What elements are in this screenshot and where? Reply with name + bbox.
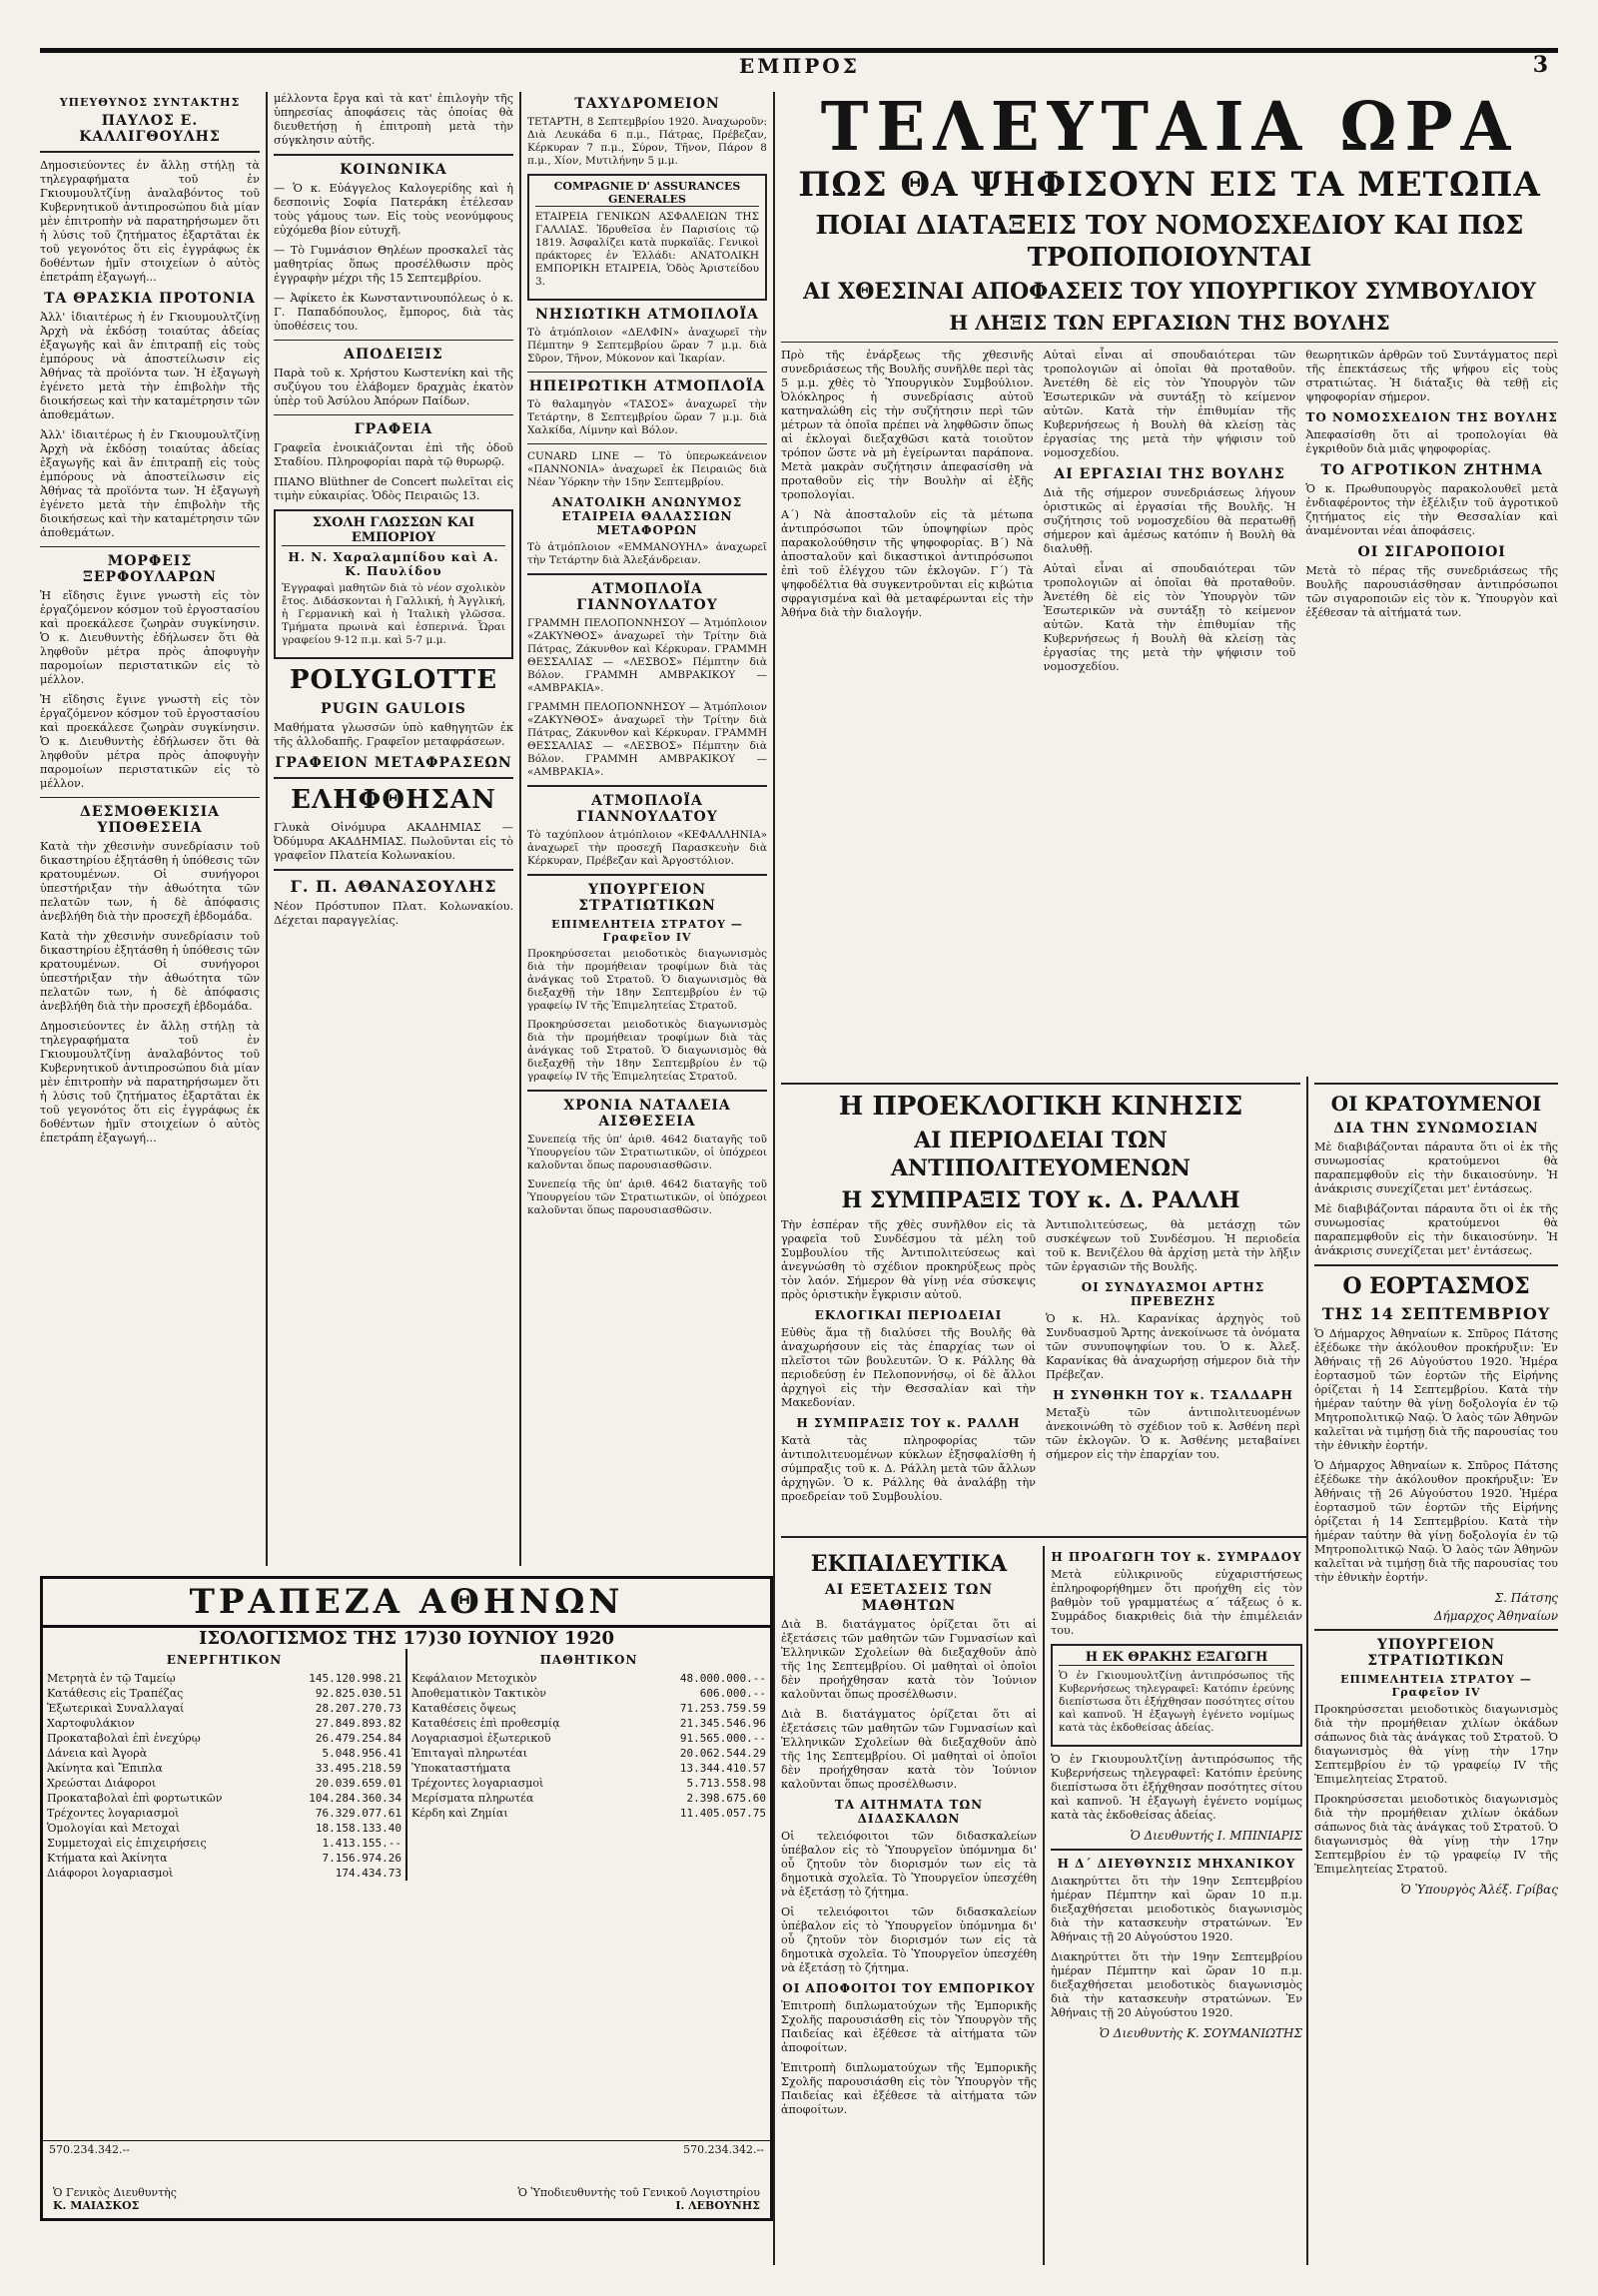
social-item: — Ὁ κ. Εὐάγγελος Καλογερίδης καὶ ἡ δεσποινὶς Σοφία Πατεράκη ἐτέλεσαν τοὺς γάμους των. Εἰς τοὺς νεονύμφους εὐχόμεθα βίον εὐτυχῆ.	[274, 182, 513, 237]
article-text: Οἱ τελειόφοιτοι τῶν διδασκαλείων ὑπέβαλον εἰς τὸ Ὑπουργεῖον ὑπόμνημα δι' οὗ ζητοῦν τὸν διορισμόν των εἰς τὰ δημοτικὰ σχολεῖα. Τὸ Ὑπουργεῖον ὑπεσχέθη νὰ ἐξετάσῃ τὸ ζήτημα.	[781, 1906, 1037, 1974]
liabilities-amount: 91.565.000.--	[679, 1732, 766, 1745]
divider	[527, 785, 767, 787]
bank-columns	[43, 1649, 770, 1881]
athan-title: Γ. Π. ΑΘΑΝΑΣΟΥΛΗΣ	[290, 877, 497, 896]
bank-totals	[43, 2140, 770, 2158]
article-text: Κατὰ τὴν χθεσινὴν συνεδρίασιν τοῦ δικαστηρίου ἐξητάσθη ἡ ὑπόθεσις τῶν κρατουμένων. Οἱ συνήγοροι ὑπεστήριξαν τὴν ἀθωότητα τῶν πελατῶν των, ἡ δὲ ἀπόφασις ἀνεβλήθη διὰ τὴν προσεχῆ ἑβδομάδα.	[40, 840, 260, 923]
social-item: — Ἀφίκετο ἐκ Κωνσταντινουπόλεως ὁ κ. Γ. Παπαδόπουλος, ἔμπορος, διὰ τὰς ὑποθέσεις του.	[274, 292, 513, 333]
insurance-title: COMPAGNIE D' ASSURANCES GENERALES	[535, 180, 759, 207]
assets-amount: 7.156.974.26	[322, 1852, 401, 1865]
assets-label: Κατάθεσις εἰς Τραπέζας	[47, 1687, 184, 1700]
lead-col-a	[781, 349, 1034, 680]
liabilities-amount: 11.405.057.75	[679, 1807, 766, 1820]
liabilities-amount: 5.713.558.98	[686, 1777, 766, 1790]
total-liabilities: 570.234.342.--	[683, 2143, 764, 2156]
assets-label: Διάφοροι λογαριασμοὶ	[47, 1867, 174, 1880]
article-text: Ὁ κ. Πρωθυπουργὸς παρακολουθεῖ μετὰ ἐνδιαφέροντος τὴν ἐξέλιξιν τοῦ ἀγροτικοῦ ζητήματος εἰς τὴν Θεσσαλίαν καὶ ἀναμένονται νέαι ἀποφάσεις.	[1305, 482, 1558, 537]
article-text: Μετὰ τὸ πέρας τῆς συνεδριάσεως τῆς Βουλῆς παρουσιάσθησαν ἀντιπρόσωποι τῶν σιγαροποιῶν εἰς τὸν κ. Ὑπουργὸν καὶ ἐξέθεσαν τὰ αἰτήματά των.	[1305, 564, 1558, 619]
article-text: Μὲ διαβιβάζονται πάραυτα ὅτι οἱ ἐκ τῆς συνωμοσίας κρατούμενοι θὰ παραπεμφθοῦν εἰς τὴν δικαιοσύνην. Ἡ ἀνάκρισις συνεχίζεται μετ' ἐντάσεως.	[1314, 1202, 1558, 1257]
column-rule	[1043, 1546, 1045, 2265]
post-text: ΤΕΤΑΡΤΗ, 8 Σεπτεμβρίου 1920. Ἀναχωροῦν: Διὰ Λευκάδα 6 π.μ., Πάτρας, Πρέβεζαν, Κέρκυραν 7 π.μ., Σύρον, Τῆνον, Πάρον 8 π.μ., Χίον, Μυτιλήνην 5 μ.μ.	[527, 116, 767, 167]
insurance-text: ΕΤΑΙΡΕΙΑ ΓΕΝΙΚΩΝ ΑΣΦΑΛΕΙΩΝ ΤΗΣ ΓΑΛΛΙΑΣ. Ἱδρυθεῖσα ἐν Παρισίοις τῷ 1819. Ἀσφαλίζει κατὰ πυρκαϊᾶς. Γενικοὶ πράκτορες ἐν Ἑλλάδι: ΑΝΑΤΟΛΙΚΗ ΕΜΠΟΡΙΚΗ ΕΤΑΙΡΕΙΑ, Ὁδὸς Ἀριστείδου 3.	[535, 211, 759, 288]
column-1	[40, 92, 260, 1610]
divider	[527, 443, 767, 444]
table-row	[43, 1806, 405, 1821]
ministry-heading: ΥΠΟΥΡΓΕΙΟΝ ΣΤΡΑΤΙΩΤΙΚΩΝ	[1367, 1637, 1505, 1669]
signature-left-name: Κ. ΜΑΙΑΣΚΟΣ	[53, 2199, 140, 2212]
article-heading: ΟΙ ΑΠΟΦΟΙΤΟΙ ΤΟΥ ΕΜΠΟΡΙΚΟΥ	[782, 1981, 1036, 1995]
divider	[40, 797, 260, 798]
article-text: Δημοσιεύοντες ἐν ἄλλῃ στήλῃ τὰ τηλεγραφήματα τοῦ ἐν Γκιουμουλτζίνῃ ἀναλαβόντος τοῦ Κυβερνητικοῦ ἀντιπροσώπου διὰ μίαν μὲν ἐπιτροπὴν νὰ παρατηρήσωμεν ὅτι ἡ λύσις τοῦ ζητήματος ἐξαρτᾶται ἐκ τοῦ γεγονότος ὅτι εἰς ἐγγράφως ἐκ δοθέντων ἡμῖν στοιχείων ὁ αὐτὸς ἐπετράπη ἐξαγωγή...	[40, 159, 260, 284]
assets-amount: 33.495.218.59	[315, 1762, 401, 1775]
headline-main: ΤΕΛΕΥΤΑΙΑ ΩΡΑ	[820, 92, 1519, 167]
education-sub: ΑΙ ΕΞΕΤΑΣΕΙΣ ΤΩΝ ΜΑΘΗΤΩΝ	[824, 1582, 994, 1614]
divider	[1051, 1849, 1302, 1851]
shipping-heading: ΑΤΜΟΠΛΟΪΑ ΓΙΑΝΝΟΥΛΑΤΟΥ	[576, 793, 718, 825]
table-row	[43, 1716, 405, 1731]
assets-amount: 174.434.73	[335, 1867, 401, 1880]
feast-headline: Ο ΕΟΡΤΑΣΜΟΣ	[1342, 1273, 1530, 1299]
table-row	[43, 1821, 405, 1836]
liabilities-label: Καταθέσεις ἐπὶ προθεσμίᾳ	[411, 1717, 560, 1730]
election-columns	[781, 1218, 1300, 1510]
right-column	[1314, 1077, 1558, 2265]
ministry-text: Προκηρύσσεται μειοδοτικὸς διαγωνισμὸς διὰ τὴν προμήθειαν χιλίων ὀκάδων σάπωνος διὰ τὰς ἀνάγκας τοῦ Στρατοῦ. Ὁ διαγωνισμὸς θὰ γίνῃ τὴν 17ην Σεπτεμβρίου ἐν τῷ γραφείῳ IV τῆς Ἐπιμελητείας Στρατοῦ.	[1314, 1793, 1558, 1876]
liabilities-amount: 20.062.544.29	[679, 1747, 766, 1760]
shipping-text: CUNARD LINE — Τὸ ὑπερωκεάνειον «ΠΑΝΝΟΝΙΑ» ἀναχωρεῖ ἐκ Πειραιῶς διὰ Νέαν Ὑόρκην τὴν 15ην Σεπτεμβρίου.	[527, 450, 767, 488]
table-row	[43, 1836, 405, 1851]
assets-label: Ἀκίνητα καὶ Ἔπιπλα	[47, 1762, 163, 1775]
article-text: Οἱ τελειόφοιτοι τῶν διδασκαλείων ὑπέβαλον εἰς τὸ Ὑπουργεῖον ὑπόμνημα δι' οὗ ζητοῦν τὸν διορισμόν των εἰς τὰ δημοτικὰ σχολεῖα. Τὸ Ὑπουργεῖον ὑπεσχέθη νὰ ἐξετάσῃ τὸ ζήτημα.	[781, 1830, 1037, 1899]
signature-right	[518, 2186, 760, 2212]
assets-amount: 18.158.133.40	[315, 1822, 401, 1835]
article-heading: ΤΑ ΘΡΑΣΚΙΑ ΠΡΟΤΟΝΙΑ	[44, 291, 256, 307]
article-heading: ΟΙ ΣΥΝΔΥΑΣΜΟΙ ΑΡΤΗΣ ΠΡΕΒΕΖΗΣ	[1081, 1280, 1265, 1308]
divider	[527, 573, 767, 575]
election-subheadline: ΑΙ ΠΕΡΙΟΔΕΙΑΙ ΤΩΝ ΑΝΤΙΠΟΛΙΤΕΥΟΜΕΝΩΝ	[890, 1128, 1192, 1181]
article-text: Μετὰ εὐλικρινοῦς εὐχαριστήσεως ἐπληροφορήθημεν ὅτι προήχθη εἰς τὸν βαθμὸν τοῦ γραμματέως α΄ τάξεως ὁ κ. Συμράδος διακριθεὶς διὰ τὴν ἐπιμέλειάν του.	[1051, 1568, 1302, 1637]
article-heading: ΜΟΡΦΕΙΣ ΞΕΡΦΟΥΛΑΡΩΝ	[83, 553, 217, 585]
school-owners: Η. Ν. Χαραλαμπίδου καὶ Α. Κ. Παυλίδου	[288, 550, 499, 578]
article-text: Διὰ Β. διατάγματος ὁρίζεται ὅτι αἱ ἐξετάσεις τῶν μαθητῶν τῶν Γυμνασίων καὶ Ἑλληνικῶν Σχολείων θὰ διεξαχθοῦν ἀπὸ τῆς 1ης Σεπτεμβρίου. Οἱ μαθηταὶ οἱ ὁποῖοι δὲν προήχθησαν κατὰ τὸν Ἰούνιον καλοῦνται ὅπως προσέλθωσιν.	[781, 1708, 1037, 1791]
masthead-rule	[40, 48, 1558, 53]
table-row	[43, 1866, 405, 1881]
divider	[40, 151, 260, 153]
assets-label: Συμμετοχαὶ εἰς ἐπιχειρήσεις	[47, 1837, 207, 1850]
export-heading: Η ΕΚ ΘΡΑΚΗΣ ΕΞΑΓΩΓΗ	[1059, 1650, 1294, 1666]
shipping-text: ΓΡΑΜΜΗ ΠΕΛΟΠΟΝΝΗΣΟΥ — Ἀτμόπλοιον «ΖΑΚΥΝΘΟΣ» ἀναχωρεῖ τὴν Τρίτην διὰ Πάτρας, Ζάκυνθον καὶ Κέρκυραν. ΓΡΑΜΜΗ ΘΕΣΣΑΛΙΑΣ — «ΛΕΣΒΟΣ» Πέμπτην διὰ Βόλον. ΓΡΑΜΜΗ ΑΜΒΡΑΚΙΚΟΥ — «ΑΜΒΡΑΚΙΑ».	[527, 701, 767, 778]
article-text: Ἡ εἴδησις ἔγινε γνωστὴ εἰς τὸν ἐργαζόμενον κόσμον τοῦ ἐργοστασίου καὶ προεκάλεσε ζωηρὰν συγκίνησιν. Ὁ κ. Διευθυντὴς ἐδήλωσεν ὅτι θὰ ληφθοῦν μέτρα πρὸς ἀποφυγὴν παρομοίων περιστατικῶν εἰς τὸ μέλλον.	[40, 693, 260, 790]
page-number: 3	[1532, 52, 1548, 78]
editor-label: ΥΠΕΥΘΥΝΟΣ ΣΥΝΤΑΚΤΗΣ	[59, 96, 241, 109]
assets-label: Μετρητὰ ἐν τῷ Ταμείῳ	[47, 1672, 176, 1685]
lead-columns	[781, 349, 1558, 680]
article-text: Διακηρύττει ὅτι τὴν 19ην Σεπτεμβρίου ἡμέραν Πέμπτην καὶ ὥραν 10 π.μ. διεξαχθήσεται μειοδοτικὸς διαγωνισμὸς διὰ τὴν κατασκευὴν στρατώνων. Ἐν Ἀθήναις τῇ 20 Αὐγούστου 1920.	[1051, 1950, 1302, 2019]
shipping-heading: ΑΤΜΟΠΛΟΪΑ ΓΙΑΝΝΟΥΛΑΤΟΥ	[576, 581, 718, 613]
article-text: Ἐπιτροπὴ διπλωματούχων τῆς Ἐμπορικῆς Σχολῆς παρουσιάσθη εἰς τὸν Ὑπουργὸν τῆς Παιδείας καὶ ἐξέθεσε τὰ αἰτήματα τῶν ἀποφοίτων.	[781, 1999, 1037, 2054]
export-box	[1051, 1644, 1302, 1747]
headline-quinary: Η ΛΗΞΙΣ ΤΩΝ ΕΡΓΑΣΙΩΝ ΤΗΣ ΒΟΥΛΗΣ	[949, 311, 1390, 335]
election-story	[781, 1077, 1300, 1536]
total-assets: 570.234.342.--	[49, 2143, 130, 2156]
notice-heading: ΑΠΟΔΕΙΞΙΣ	[344, 347, 443, 363]
signature-title: Δήμαρχος Ἀθηναίων	[1433, 1609, 1558, 1623]
table-row	[43, 1701, 405, 1716]
ministry-text: Προκηρύσσεται μειοδοτικὸς διαγωνισμὸς διὰ τὴν προμήθειαν χιλίων ὀκάδων σάπωνος διὰ τὰς ἀνάγκας τοῦ Στρατοῦ. Ὁ διαγωνισμὸς θὰ γίνῃ τὴν 17ην Σεπτεμβρίου ἐν τῷ γραφείῳ IV τῆς Ἐπιμελητείας Στρατοῦ.	[1314, 1703, 1558, 1786]
bank-balance-sheet	[40, 1576, 773, 2221]
post-heading: ΤΑΧΥΔΡΟΜΕΙΟΝ	[574, 96, 720, 112]
school-advert	[274, 509, 513, 659]
school-text: Ἐγγραφαὶ μαθητῶν διὰ τὸ νέον σχολικὸν ἔτος. Διδάσκονται ἡ Γαλλική, ἡ Ἀγγλική, ἡ Γερμανικὴ καὶ ἡ Ἰταλικὴ γλῶσσα. Τμήματα πρωινὰ καὶ ἑσπερινά. Ὧραι γραφείου 9-12 π.μ. καὶ 5-7 μ.μ.	[282, 582, 505, 646]
assets-table	[43, 1671, 405, 1881]
table-row	[43, 1776, 405, 1791]
masthead-name: ΕΜΠΡΟΣ	[739, 54, 860, 78]
polyglotte-sub: PUGIN GAULOIS	[321, 701, 466, 717]
export-text: Ὁ ἐν Γκιουμουλτζίνῃ ἀντιπρόσωπος τῆς Κυβερνήσεως τηλεγραφεῖ: Κατόπιν ἐρεύνης διεπίστωσα ὅτι ἐξήχθησαν ποσότητες σίτου καὶ καπνοῦ. Ἡ ἐξαγωγὴ ἐγένετο νομίμως κατὰ τὰς ἐκδοθείσας ἀδείας.	[1059, 1670, 1294, 1734]
article-text: Ὁ Δήμαρχος Ἀθηναίων κ. Σπῦρος Πάτσης ἐξέδωκε τὴν ἀκόλουθον προκήρυξιν: Ἐν Ἀθήναις τῇ 26 Αὐγούστου 1920. Ἡμέρα ἑορτασμοῦ τῶν ἑορτῶν τῆς Εἰρήνης ὁρίζεται ἡ 14 Σεπτεμβρίου. Κατὰ τὴν ἡμέραν ταύτην θὰ γίνῃ δοξολογία ἐν τῷ Μητροπολιτικῷ Ναῷ. Ὁ λαὸς τῶν Ἀθηνῶν καλεῖται νὰ τιμήσῃ διὰ τῆς παρουσίας του τὴν ἐθνικὴν ἑορτήν.	[1314, 1459, 1558, 1584]
article-heading: ΟΙ ΣΙΓΑΡΟΠΟΙΟΙ	[1357, 544, 1506, 560]
article-text: Διὰ Β. διατάγματος ὁρίζεται ὅτι αἱ ἐξετάσεις τῶν μαθητῶν τῶν Γυμνασίων καὶ Ἑλληνικῶν Σχολείων θὰ διεξαχθοῦν ἀπὸ τῆς 1ης Σεπτεμβρίου. Οἱ μαθηταὶ οἱ ὁποῖοι δὲν προήχθησαν κατὰ τὸν Ἰούνιον καλοῦνται ὅπως προσέλθωσιν.	[781, 1618, 1037, 1701]
table-row	[43, 1731, 405, 1746]
editor-name: ΠΑΥΛΟΣ Ε. ΚΑΛΛΙΓΘΟΥΛΗΣ	[79, 113, 221, 145]
table-row	[43, 1686, 405, 1701]
lead-story	[781, 92, 1558, 1071]
divider	[1314, 1083, 1558, 1085]
article-heading: Η ΣΥΝΘΗΚΗ ΤΟΥ κ. ΤΣΑΛΔΑΡΗ	[1053, 1388, 1293, 1402]
assets-amount: 92.825.030.51	[315, 1687, 401, 1700]
notice-text: Συνεπείᾳ τῆς ὑπ' ἀριθ. 4642 διαταγῆς τοῦ Ὑπουργείου τῶν Στρατιωτικῶν, οἱ ὑπόχρεοι καλοῦνται ὅπως παρουσιασθῶσιν.	[527, 1178, 767, 1216]
article-text: Ἀλλ' ἰδιαιτέρως ἡ ἐν Γκιουμουλτζίνῃ Ἀρχὴ νὰ ἐκδόσῃ τοιαύτας ἀδείας ἐξαγωγῆς καὶ ἂν ἐπιτραπῇ εἰς τοὺς ἐμπόρους νὰ ἀποστείλωσιν εἰς Ἀθήνας τὰ προϊόντα των. Ἡ ἐξαγωγὴ ἐγένετο μετὰ τὴν ἐπιβολὴν τῆς διοικήσεως καὶ τὴν καταμέτρησιν τῶν ἀποθεμάτων.	[40, 311, 260, 421]
article-text: Εὐθὺς ἅμα τῇ διαλύσει τῆς Βουλῆς θὰ ἀναχωρήσουν εἰς τὰς ἐπαρχίας των οἱ πλεῖστοι τῶν βουλευτῶν. Ὁ κ. Ράλλης θὰ περιοδεύσῃ ἐν Πελοποννήσῳ, οἱ δὲ ἄλλοι ἀρχηγοὶ εἰς τὴν Θεσσαλίαν καὶ τὴν Μακεδονίαν.	[781, 1326, 1036, 1409]
article-text: Κατὰ τὴν χθεσινὴν συνεδρίασιν τοῦ δικαστηρίου ἐξητάσθη ἡ ὑπόθεσις τῶν κρατουμένων. Οἱ συνήγοροι ὑπεστήριξαν τὴν ἀθωότητα τῶν πελατῶν των, ἡ δὲ ἀπόφασις ἀνεβλήθη διὰ τὴν προσεχῆ ἑβδομάδα.	[40, 930, 260, 1013]
article-heading: ΔΕΣΜΟΘΕΚΙΣΙΑ ΥΠΟΘΕΣΕΙΑ	[79, 804, 221, 836]
ministry-text: Προκηρύσσεται μειοδοτικὸς διαγωνισμὸς διὰ τὴν προμήθειαν τροφίμων διὰ τὰς ἀνάγκας τοῦ Στρατοῦ. Ὁ διαγωνισμὸς θὰ διεξαχθῇ τὴν 18ην Σεπτεμβρίου ἐν τῷ γραφείῳ IV τῆς Ἐπιμελητείας Στρατοῦ.	[527, 948, 767, 1012]
table-row	[407, 1716, 770, 1731]
lead-col-b	[1044, 349, 1296, 680]
table-row	[43, 1791, 405, 1806]
election-col-a	[781, 1218, 1036, 1510]
column-2	[274, 92, 513, 1610]
divider	[1314, 1629, 1558, 1631]
article-text: Μὲ διαβιβάζονται πάραυτα ὅτι οἱ ἐκ τῆς συνωμοσίας κρατούμενοι θὰ παραπεμφθοῦν εἰς τὴν δικαιοσύνην. Ἡ ἀνάκρισις συνεχίζεται μετ' ἐντάσεως.	[1314, 1141, 1558, 1195]
headline-quaternary: ΑΙ ΧΘΕΣΙΝΑΙ ΑΠΟΦΑΣΕΙΣ ΤΟΥ ΥΠΟΥΡΓΙΚΟΥ ΣΥΜΒΟΥΛΙΟΥ	[803, 279, 1536, 305]
article-heading: Η ΣΥΜΠΡΑΞΙΣ ΤΟΥ κ. ΡΑΛΛΗ	[796, 1416, 1021, 1430]
article-heading: ΤΑ ΑΙΤΗΜΑΤΑ ΤΩΝ ΔΙΔΑΣΚΑΛΩΝ	[834, 1798, 984, 1826]
divider	[781, 1083, 1300, 1085]
ministry-heading: ΥΠΟΥΡΓΕΙΟΝ ΣΤΡΑΤΙΩΤΙΚΩΝ	[578, 882, 716, 914]
table-row	[407, 1686, 770, 1701]
article-text: Μεταξὺ τῶν ἀντιπολιτευομένων ἀνεκοινώθη τὸ σχέδιον τοῦ κ. Ἀσθένη περὶ τῶν ἐκλογῶν. Ὁ κ. Ἀσθένης μεταβαίνει σήμερον εἰς τὴν ἐπαρχίαν του.	[1046, 1406, 1300, 1461]
liabilities-amount: 2.398.675.60	[686, 1792, 766, 1805]
article-text: Ἀντιπολιτεύσεως, θὰ μετάσχῃ τῶν συσκέψεων τοῦ Συνδέσμου. Ἡ περιοδεία τοῦ κ. Βενιζέλου θὰ ἀρχίσῃ μετὰ τὴν λῆξιν τῶν ἐργασιῶν τῆς Βουλῆς.	[1046, 1218, 1300, 1273]
election-headline: Η ΠΡΟΕΚΛΟΓΙΚΗ ΚΙΝΗΣΙΣ	[838, 1092, 1243, 1122]
assets-amount: 76.329.077.61	[315, 1807, 401, 1820]
notice-text: ΠΙΑΝΟ Blüthner de Concert πωλεῖται εἰς τιμὴν εὐκαιρίας. Ὁδὸς Πειραιῶς 13.	[274, 475, 513, 502]
liabilities-label: Ἀποθεματικὸν Τακτικὸν	[411, 1687, 546, 1700]
ministry-sub: ΕΠΙΜΕΛΗΤΕΙΑ ΣΤΡΑΤΟΥ — Γραφεῖον IV	[1340, 1673, 1532, 1699]
election-subheadline-2: Η ΣΥΜΠΡΑΞΙΣ ΤΟΥ κ. Δ. ΡΑΛΛΗ	[841, 1187, 1240, 1213]
signature-right-name: Ι. ΛΕΒΟΥΝΗΣ	[675, 2199, 760, 2212]
divider	[274, 869, 513, 871]
signature: Ὁ Διευθυντὴς Κ. ΣΟΥΜΑΝΙΩΤΗΣ	[1099, 2026, 1302, 2040]
column-rule	[1306, 1077, 1308, 2265]
feast-sub: ΤΗΣ 14 ΣΕΠΤΕΜΒΡΙΟΥ	[1321, 1304, 1551, 1323]
headline-tertiary: ΠΟΙΑΙ ΔΙΑΤΑΞΕΙΣ ΤΟΥ ΝΟΜΟΣΧΕΔΙΟΥ ΚΑΙ ΠΩΣ ΤΡΟΠΟΠΟΙΟΥΝΤΑΙ	[815, 211, 1524, 273]
insurance-advert	[527, 174, 767, 301]
elfthosan-text: Γλυκὰ Οἰνόμυρα ΑΚΑΔΗΜΙΑΣ — Ὀδύμυρα ΑΚΑΔΗΜΙΑΣ. Πωλοῦνται εἰς τὸ γραφεῖον Πλατεία Κολωνακίου.	[274, 821, 513, 862]
assets-amount: 5.048.956.41	[322, 1747, 401, 1760]
assets-heading: ΕΝΕΡΓΗΤΙΚΟΝ	[166, 1653, 283, 1667]
shipping-text: ΓΡΑΜΜΗ ΠΕΛΟΠΟΝΝΗΣΟΥ — Ἀτμόπλοιον «ΖΑΚΥΝΘΟΣ» ἀναχωρεῖ τὴν Τρίτην διὰ Πάτρας, Ζάκυνθον καὶ Κέρκυραν. ΓΡΑΜΜΗ ΘΕΣΣΑΛΙΑΣ — «ΛΕΣΒΟΣ» Πέμπτην διὰ Βόλον. ΓΡΑΜΜΗ ΑΜΒΡΑΚΙΚΟΥ — «ΑΜΒΡΑΚΙΑ».	[527, 617, 767, 694]
liabilities-label: Καταθέσεις ὄψεως	[411, 1702, 516, 1715]
column-rule	[519, 92, 521, 1566]
polyglotte-title: POLYGLOTTE	[289, 665, 498, 695]
shipping-text: Τὸ ἀτμόπλοιον «ΕΜΜΑΝΟΥΗΛ» ἀναχωρεῖ τὴν Τετάρτην διὰ Ἀλεξάνδρειαν.	[527, 541, 767, 566]
divider	[274, 340, 513, 341]
assets-amount: 104.284.360.34	[309, 1792, 401, 1805]
lead-col-c	[1305, 349, 1558, 680]
detainees-sub: ΔΙΑ ΤΗΝ ΣΥΝΩΜΟΣΙΑΝ	[1333, 1121, 1539, 1137]
liabilities-table	[407, 1671, 770, 1821]
bank-header: ΙΣΟΛΟΓΙΣΜΟΣ ΤΗΣ 17)30 ΙΟΥΝΙΟΥ 1920	[199, 1628, 614, 1649]
signature: Σ. Πάτσης	[1494, 1591, 1558, 1605]
article-text: μέλλοντα ἔργα καὶ τὰ κατ' ἐπιλογὴν τῆς ὑπηρεσίας ἀποφάσεις τὰς ὁποίας θὰ διευθετήσῃ ἡ ἐπιτροπὴ μετὰ τὴν σύγκλησιν αὐτῆς.	[274, 92, 513, 147]
assets-label: Τρέχοντες λογαριασμοὶ	[47, 1807, 180, 1820]
shipping-text: Τὸ ἀτμόπλοιον «ΔΕΛΦΙΝ» ἀναχωρεῖ τὴν Πέμπτην 9 Σεπτεμβρίου ὥραν 7 μ.μ. διὰ Σῦρον, Τῆνον, Μύκονον καὶ Ἰκαρίαν.	[527, 327, 767, 365]
education-story	[781, 1546, 1037, 2265]
assets-label: Δάνεια καὶ Ἀγορὰ	[47, 1747, 148, 1760]
article-heading: ΑΙ ΕΡΓΑΣΙΑΙ ΤΗΣ ΒΟΥΛΗΣ	[1054, 466, 1285, 482]
divider	[781, 342, 1558, 343]
shipping-heading: ΗΠΕΙΡΩΤΙΚΗ ΑΤΜΟΠΛΟΪΑ	[528, 379, 766, 394]
article-text: Αὐταὶ εἶναι αἱ σπουδαιότεραι τῶν τροπολογιῶν αἱ ὁποῖαι θὰ προταθοῦν. Ἀνετέθη δὲ εἰς τὸν Ὑπουργὸν τῶν Ἐσωτερικῶν νὰ συντάξῃ τὸ κείμενον αὐτῶν. Κατὰ τὴν ἐπιθυμίαν τῆς Κυβερνήσεως ἡ Βουλὴ θὰ κλείσῃ τὰς ἐργασίας της μετὰ τὴν ψήφισιν τοῦ νομοσχεδίου.	[1043, 349, 1296, 459]
assets-label: Κτήματα καὶ Ἀκίνητα	[47, 1852, 168, 1865]
notice-text: Συνεπείᾳ τῆς ὑπ' ἀριθ. 4642 διαταγῆς τοῦ Ὑπουργείου τῶν Στρατιωτικῶν, οἱ ὑπόχρεοι καλοῦνται ὅπως παρουσιασθῶσιν.	[527, 1134, 767, 1171]
liabilities-amount: 71.253.759.59	[679, 1702, 766, 1715]
liabilities-amount: 606.000.--	[699, 1687, 766, 1700]
assets-label: Ἐξωτερικαὶ Συναλλαγαί	[47, 1702, 185, 1715]
article-text: Δημοσιεύοντες ἐν ἄλλῃ στήλῃ τὰ τηλεγραφήματα τοῦ ἐν Γκιουμουλτζίνῃ ἀναλαβόντος τοῦ Κυβερνητικοῦ ἀντιπροσώπου διὰ μίαν μὲν ἐπιτροπὴν νὰ παρατηρήσωμεν ὅτι ἡ λύσις τοῦ ζητήματος ἐξαρτᾶται ἐκ τοῦ γεγονότος ὅτι εἰς ἐγγράφως ἐκ δοθέντων ἡμῖν στοιχείων ὁ αὐτὸς ἐπετράπη ἐξαγωγή...	[40, 1020, 260, 1145]
divider	[40, 546, 260, 547]
translations-heading: ΓΡΑΦΕΙΟΝ ΜΕΤΑΦΡΑΣΕΩΝ	[275, 755, 512, 771]
liabilities-label: Ὑποκαταστήματα	[411, 1762, 511, 1775]
notice-heading: ΧΡΟΝΙΑ ΝΑΤΑΛΕΙΑ ΑΙΣΘΕΣΕΙΑ	[563, 1098, 731, 1130]
article-text: Διακηρύττει ὅτι τὴν 19ην Σεπτεμβρίου ἡμέραν Πέμπτην καὶ ὥραν 10 π.μ. διεξαχθήσεται μειοδοτικὸς διαγωνισμὸς διὰ τὴν κατασκευὴν στρατώνων. Ἐν Ἀθήναις τῇ 20 Αὐγούστου 1920.	[1051, 1875, 1302, 1943]
liabilities-amount: 13.344.410.57	[679, 1762, 766, 1775]
signature: Ὁ Ὑπουργὸς Ἀλέξ. Γρίβας	[1400, 1883, 1558, 1897]
assets-amount: 28.207.270.73	[315, 1702, 401, 1715]
divider	[527, 874, 767, 876]
assets-label: Χρεώσται Διάφοροι	[47, 1777, 157, 1790]
liabilities-amount: 21.345.546.96	[679, 1717, 766, 1730]
bank-title: ΤΡΑΠΕΖΑ ΑΘΗΝΩΝ	[43, 1579, 770, 1628]
assets-amount: 20.039.659.01	[315, 1777, 401, 1790]
education-headline: ΕΚΠΑΙΔΕΥΤΙΚΑ	[810, 1551, 1008, 1577]
article-text: Α΄) Νὰ ἀποσταλοῦν εἰς τὰ μέτωπα ἀντιπρόσωποι τῶν ὑποψηφίων πρὸς παρακολούθησιν τῆς ψηφοφορίας. Β΄) Νὰ ἀποσταλοῦν καὶ δικαστικοὶ ἀντιπρόσωποι ἐπὶ τοῦ ἐλέγχου τῶν ἐκλογῶν. Γ΄) Τὰ ψηφοδέλτια θὰ συγκεντροῦνται εἰς κιβώτια σφραγισμένα καὶ θὰ μεταφέρωνται εἰς τὴν Ἀθήνα διὰ τὴν διαλογήν.	[781, 508, 1034, 619]
article-text: Ὁ ἐν Γκιουμουλτζίνῃ ἀντιπρόσωπος τῆς Κυβερνήσεως τηλεγραφεῖ: Κατόπιν ἐρεύνης διεπίστωσα ὅτι ἐξήχθησαν ποσότητες σίτου καὶ καπνοῦ. Ἡ ἐξαγωγὴ ἐγένετο νομίμως κατὰ τὰς ἐκδοθείσας ἀδείας.	[1051, 1753, 1302, 1822]
column-rule	[266, 92, 268, 1566]
notice-heading: ΓΡΑΦΕΙΑ	[354, 421, 433, 437]
article-text: Διὰ τῆς σήμερον συνεδριάσεως λήγουν ὁριστικῶς αἱ ἐργασίαι τῆς Βουλῆς. Ἡ συζήτησις τοῦ νομοσχεδίου θὰ περατωθῇ σήμερον καὶ ἀμέσως κατόπιν ἡ Βουλὴ θὰ διαλυθῇ.	[1043, 486, 1296, 555]
ministry-sub: ΕΠΙΜΕΛΗΤΕΙΑ ΣΤΡΑΤΟΥ — Γραφεῖον IV	[551, 918, 743, 944]
polyglotte-text: Μαθήματα γλωσσῶν ὑπὸ καθηγητῶν ἐκ τῆς ἀλλοδαπῆς. Γραφεῖον μεταφράσεων.	[274, 721, 513, 748]
article-heading: ΕΚΛΟΓΙΚΑΙ ΠΕΡΙΟΔΕΙΑΙ	[814, 1308, 1003, 1322]
article-heading: ΤΟ ΝΟΜΟΣΧΕΔΙΟΝ ΤΗΣ ΒΟΥΛΗΣ	[1305, 410, 1558, 424]
article-text: Ὁ Δήμαρχος Ἀθηναίων κ. Σπῦρος Πάτσης ἐξέδωκε τὴν ἀκόλουθον προκήρυξιν: Ἐν Ἀθήναις τῇ 26 Αὐγούστου 1920. Ἡμέρα ἑορτασμοῦ τῶν ἑορτῶν τῆς Εἰρήνης ὁρίζεται ἡ 14 Σεπτεμβρίου. Κατὰ τὴν ἡμέραν ταύτην θὰ γίνῃ δοξολογία ἐν τῷ Μητροπολιτικῷ Ναῷ. Ὁ λαὸς τῶν Ἀθηνῶν καλεῖται νὰ τιμήσῃ διὰ τῆς παρουσίας του τὴν ἐθνικὴν ἑορτήν.	[1314, 1327, 1558, 1452]
signature-right-title: Ὁ Ὑποδιευθυντὴς τοῦ Γενικοῦ Λογιστηρίου	[517, 2186, 760, 2199]
table-row	[407, 1806, 770, 1821]
assets-amount: 27.849.893.82	[315, 1717, 401, 1730]
liabilities-label: Λογαριασμοὶ ἐξωτερικοῦ	[411, 1732, 551, 1745]
article-heading: Η Δ΄ ΔΙΕΥΘΥΝΣΙΣ ΜΗΧΑΝΙΚΟΥ	[1057, 1857, 1296, 1871]
election-col-b	[1046, 1218, 1300, 1510]
signature-left	[53, 2186, 177, 2212]
divider	[274, 777, 513, 779]
article-text: Ἀπεφασίσθη ὅτι αἱ τροπολογίαι θὰ ἐγκριθοῦν διὰ μιᾶς ψηφοφορίας.	[1305, 428, 1558, 455]
table-row	[407, 1671, 770, 1686]
article-text: Ἡ εἴδησις ἔγινε γνωστὴ εἰς τὸν ἐργαζόμενον κόσμον τοῦ ἐργοστασίου καὶ προεκάλεσε ζωηρὰν συγκίνησιν. Ὁ κ. Διευθυντὴς ἐδήλωσεν ὅτι θὰ ληφθοῦν μέτρα πρὸς ἀποφυγὴν παρομοίων περιστατικῶν εἰς τὸ μέλλον.	[40, 589, 260, 686]
table-row	[43, 1746, 405, 1761]
notice-text: Παρὰ τοῦ κ. Χρήστου Κωστενίκη καὶ τῆς συζύγου του ἐλάβομεν δραχμὰς ἑκατὸν ὑπὲρ τοῦ Ἀσύλου Ἀπόρων Παίδων.	[274, 367, 513, 407]
detainees-headline: ΟΙ ΚΡΑΤΟΥΜΕΝΟΙ	[1330, 1092, 1542, 1116]
article-text: Πρὸ τῆς ἐνάρξεως τῆς χθεσινῆς συνεδριάσεως τῆς Βουλῆς συνῆλθε περὶ τὰς 5 μ.μ. χθὲς τὸ Ὑπουργικὸν Συμβούλιον. Ὀλόκληρος ἡ συνεδρίασις αὐτοῦ κατηναλώθη εἰς τὴν συζήτησιν περὶ τῶν μέτρων τὰ ὁποῖα πρέπει νὰ ληφθῶσιν ὅπως αἱ ἐκλογαὶ διεξαχθῶσι κατὰ τοιοῦτον τρόπον ὥστε νὰ μὴ ἐγείρωνται παράπονα. Μετὰ μακρὰν συζήτησιν ἀπεφασίσθη νὰ προταθοῦν εἰς τὴν Βουλὴν αἱ ἑξῆς τροπολογίαι.	[781, 349, 1034, 501]
table-row	[43, 1671, 405, 1686]
assets-amount: 145.120.998.21	[309, 1672, 401, 1685]
divider	[527, 1090, 767, 1092]
divider	[527, 372, 767, 373]
liabilities-label: Μερίσματα πληρωτέα	[411, 1792, 534, 1805]
divider	[274, 154, 513, 156]
article-heading: ΤΟ ΑΓΡΟΤΙΚΟΝ ΖΗΤΗΜΑ	[1320, 462, 1543, 478]
liabilities-amount: 48.000.000.--	[679, 1672, 766, 1685]
divider	[274, 414, 513, 415]
assets-label: Χαρτοφυλάκιον	[47, 1717, 135, 1730]
divider	[1314, 1264, 1558, 1266]
article-text: Αὐταὶ εἶναι αἱ σπουδαιότεραι τῶν τροπολογιῶν αἱ ὁποῖαι θὰ προταθοῦν. Ἀνετέθη δὲ εἰς τὸν Ὑπουργὸν τῶν Ἐσωτερικῶν νὰ συντάξῃ τὸ κείμενον αὐτῶν. Κατὰ τὴν ἐπιθυμίαν τῆς Κυβερνήσεως ἡ Βουλὴ θὰ κλείσῃ τὰς ἐργασίας της μετὰ τὴν ψήφισιν τοῦ νομοσχεδίου.	[1043, 562, 1296, 673]
bank-assets	[43, 1649, 407, 1881]
athan-text: Νέον Πρόστυπον Πλατ. Κολωνακίου. Δέχεται παραγγελίας.	[274, 900, 513, 927]
newspaper-page	[40, 48, 1558, 2265]
article-text: Ἐπιτροπὴ διπλωματούχων τῆς Ἐμπορικῆς Σχολῆς παρουσιάσθη εἰς τὸν Ὑπουργὸν τῆς Παιδείας καὶ ἐξέθεσε τὰ αἰτήματα τῶν ἀποφοίτων.	[781, 2061, 1037, 2116]
headline-secondary: ΠΩΣ ΘΑ ΨΗΦΙΣΟΥΝ ΕΙΣ ΤΑ ΜΕΤΩΠΑ	[798, 165, 1541, 205]
promotion-story	[1051, 1546, 1302, 2265]
article-text: Ὁ κ. Ηλ. Καρανίκας ἀρχηγὸς τοῦ Συνδυασμοῦ Ἄρτης ἀνεκοίνωσε τὰ ὀνόματα τῶν συνυποψηφίων του. Ὁ κ. Ἀλεξ. Καρανίκας θὰ ἀναχωρήσῃ σήμερον διὰ τὴν Πρέβεζαν.	[1046, 1312, 1300, 1381]
liabilities-label: Κέρδη καὶ Ζημίαι	[411, 1807, 508, 1820]
table-row	[43, 1851, 405, 1866]
liabilities-label: Ἐπιταγαὶ πληρωτέαι	[411, 1747, 528, 1760]
assets-amount: 26.479.254.84	[315, 1732, 401, 1745]
shipping-text: Τὸ θαλαμηγὸν «ΤΑΣΟΣ» ἀναχωρεῖ τὴν Τετάρτην, 8 Σεπτεμβρίου ὥραν 7 μ.μ. διὰ Χαλκίδα, Λίμνην καὶ Βόλον.	[527, 398, 767, 436]
shipping-heading: ΝΗΣΙΩΤΙΚΗ ΑΤΜΟΠΛΟΪΑ	[535, 307, 759, 323]
assets-amount: 1.413.155.--	[322, 1837, 401, 1850]
liabilities-label: Κεφάλαιον Μετοχικὸν	[411, 1672, 537, 1685]
table-row	[407, 1746, 770, 1761]
divider-horizontal	[781, 1536, 1306, 1538]
article-text: Ἀλλ' ἰδιαιτέρως ἡ ἐν Γκιουμουλτζίνῃ Ἀρχὴ νὰ ἐκδόσῃ τοιαύτας ἀδείας ἐξαγωγῆς καὶ ἂν ἐπιτραπῇ εἰς τοὺς ἐμπόρους νὰ ἀποστείλωσιν εἰς Ἀθήνας τὰ προϊόντα των. Ἡ ἐξαγωγὴ ἐγένετο μετὰ τὴν ἐπιβολὴν τῆς διοικήσεως καὶ τὴν καταμέτρησιν τῶν ἀποθεμάτων.	[40, 428, 260, 539]
article-heading: Η ΠΡΟΑΓΩΓΗ ΤΟΥ κ. ΣΥΜΡΑΔΟΥ	[1051, 1550, 1302, 1564]
column-rule	[773, 92, 775, 2265]
table-row	[43, 1761, 405, 1776]
ministry-text: Προκηρύσσεται μειοδοτικὸς διαγωνισμὸς διὰ τὴν προμήθειαν τροφίμων διὰ τὰς ἀνάγκας τοῦ Στρατοῦ. Ὁ διαγωνισμὸς θὰ διεξαχθῇ τὴν 18ην Σεπτεμβρίου ἐν τῷ γραφείῳ IV τῆς Ἐπιμελητείας Στρατοῦ.	[527, 1019, 767, 1083]
table-row	[407, 1731, 770, 1746]
liabilities-heading: ΠΑΘΗΤΙΚΟΝ	[539, 1653, 638, 1667]
shipping-text: Τὸ ταχύπλοον ἀτμόπλοιον «ΚΕΦΑΛΛΗΝΙΑ» ἀναχωρεῖ τὴν προσεχῆ Παρασκευὴν διὰ Κέρκυραν, Πρέβεζαν καὶ Ἀργοστόλιον.	[527, 829, 767, 867]
elfthosan-title: ΕΛΗΦΘΗΣΑΝ	[291, 785, 496, 815]
bank-liabilities	[407, 1649, 770, 1881]
table-row	[407, 1791, 770, 1806]
table-row	[407, 1701, 770, 1716]
article-text: θεωρητικῶν ἀρθρῶν τοῦ Συντάγματος περὶ τῆς ἐπεκτάσεως τῆς ψήφου εἰς τοὺς στρατιώτας. Ἡ διάταξις θὰ τεθῇ εἰς ψηφοφορίαν σήμερον.	[1305, 349, 1558, 403]
liabilities-label: Τρέχοντες λογαριασμοὶ	[411, 1777, 544, 1790]
signature-left-title: Ὁ Γενικὸς Διευθυντὴς	[53, 2186, 177, 2199]
assets-label: Προκαταβολαὶ ἐπὶ ἐνεχύρῳ	[47, 1732, 201, 1745]
assets-label: Προκαταβολαὶ ἐπὶ φορτωτικῶν	[47, 1792, 223, 1805]
table-row	[407, 1761, 770, 1776]
shipping-heading: ΑΝΑΤΟΛΙΚΗ ΑΝΩΝΥΜΟΣ ΕΤΑΙΡΕΙΑ ΘΑΛΑΣΣΙΩΝ ΜΕΤΑΦΟΡΩΝ	[551, 495, 743, 537]
school-title: ΣΧΟΛΗ ΓΛΩΣΣΩΝ ΚΑΙ ΕΜΠΟΡΙΟΥ	[282, 515, 505, 546]
social-item: — Τὸ Γυμνάσιον Θηλέων προσκαλεῖ τὰς μαθητρίας ὅπως προσέλθωσιν πρὸς ἐγγραφὴν μέχρι τῆς 15 Σεπτεμβρίου.	[274, 244, 513, 285]
social-heading: ΚΟΙΝΩΝΙΚΑ	[340, 162, 447, 178]
signature: Ὁ Διευθυντής Ι. ΜΠΙΝΙΑΡΙΣ	[1130, 1829, 1302, 1843]
article-text: Κατὰ τὰς πληροφορίας τῶν ἀντιπολιτευομένων κύκλων ἐξησφαλίσθη ἡ σύμπραξις τοῦ κ. Δ. Ράλλη μετὰ τῶν ἄλλων ἀρχηγῶν. Ὁ κ. Ράλλης θὰ ἀναλάβῃ τὴν προεδρείαν τοῦ Συμβουλίου.	[781, 1434, 1036, 1503]
table-row	[407, 1776, 770, 1791]
notice-text: Γραφεῖα ἐνοικιάζονται ἐπὶ τῆς ὁδοῦ Σταδίου. Πληροφορίαι παρὰ τῷ θυρωρῷ.	[274, 441, 513, 468]
article-text: Τὴν ἑσπέραν τῆς χθὲς συνῆλθον εἰς τὰ γραφεῖα τοῦ Συνδέσμου τὰ μέλη τοῦ Συμβουλίου τῆς Ἀντιπολιτεύσεως καὶ ἀνεγνώσθη τὸ σχέδιον προκηρύξεως πρὸς τὸν λαόν. Σήμερον θὰ γίνῃ νέα σύσκεψις πρὸς ὁριστικὴν ἔγκρισιν αὐτοῦ.	[781, 1218, 1036, 1301]
assets-label: Ὁμολογίαι καὶ Μετοχαὶ	[47, 1822, 181, 1835]
bank-signatures	[43, 2186, 770, 2212]
